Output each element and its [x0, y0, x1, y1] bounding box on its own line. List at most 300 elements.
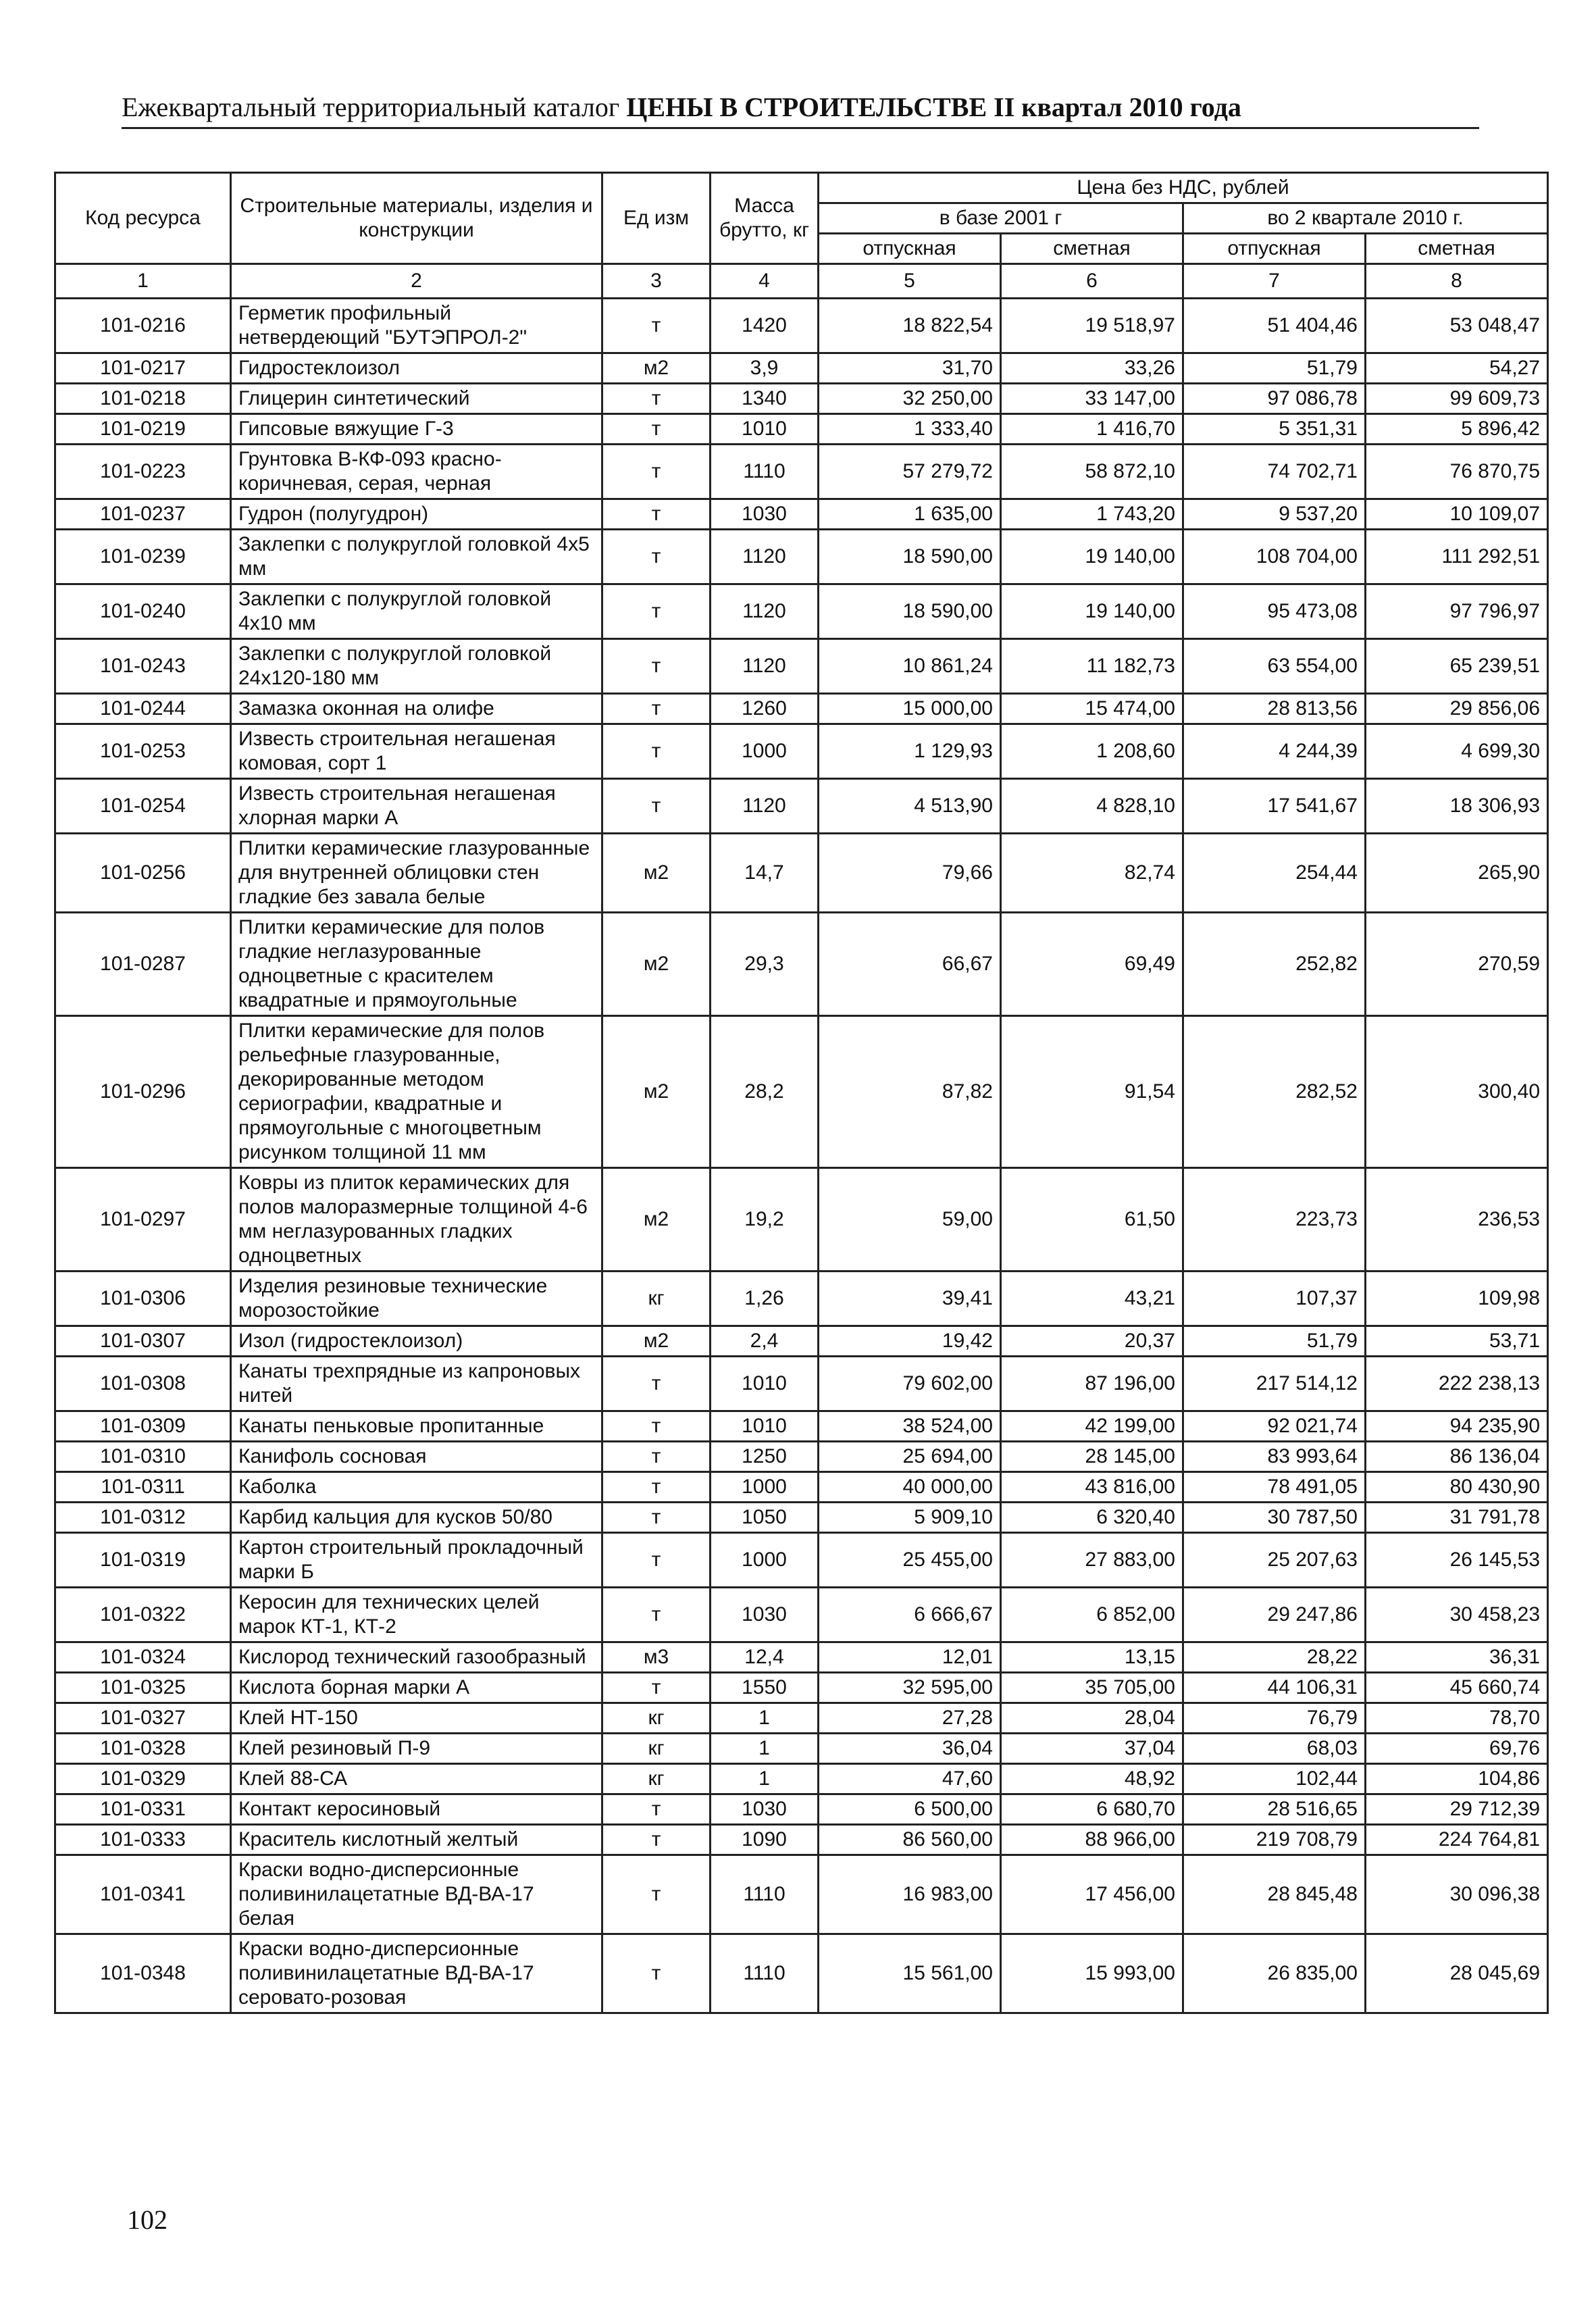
column-number: 6 — [1001, 264, 1183, 299]
table-row — [55, 353, 1548, 384]
gross-mass: 1 — [711, 1764, 819, 1794]
base-estimate-price: 28,04 — [1001, 1703, 1183, 1734]
gross-mass: 3,9 — [711, 353, 819, 384]
material-name: Керосин для технических целей марок КТ-1, КТ-2 — [231, 1588, 602, 1642]
base-estimate-price: 19 140,00 — [1001, 530, 1183, 584]
table-row — [55, 414, 1548, 445]
resource-code: 101-0287 — [55, 913, 231, 1016]
current-release-price: 25 207,63 — [1183, 1533, 1366, 1588]
current-release-price: 44 106,31 — [1183, 1673, 1366, 1703]
resource-code: 101-0348 — [55, 1934, 231, 2013]
material-name: Канаты пеньковые пропитанные — [231, 1411, 602, 1442]
col-header-current-estimate: сметная — [1366, 234, 1548, 264]
base-release-price: 6 666,67 — [819, 1588, 1001, 1642]
base-estimate-price: 91,54 — [1001, 1016, 1183, 1168]
current-estimate-price: 53,71 — [1366, 1326, 1548, 1357]
table-row — [55, 1357, 1548, 1411]
unit: т — [602, 1411, 711, 1442]
page-number: 102 — [127, 2205, 168, 2235]
base-estimate-price: 20,37 — [1001, 1326, 1183, 1357]
base-release-price: 86 560,00 — [819, 1825, 1001, 1855]
gross-mass: 1110 — [711, 445, 819, 499]
table-row — [55, 499, 1548, 530]
current-estimate-price: 76 870,75 — [1366, 445, 1548, 499]
unit: т — [602, 639, 711, 694]
unit: м2 — [602, 1016, 711, 1168]
resource-code: 101-0223 — [55, 445, 231, 499]
material-name: Глицерин синтетический — [231, 384, 602, 414]
column-number: 4 — [711, 264, 819, 299]
resource-code: 101-0237 — [55, 499, 231, 530]
current-estimate-price: 65 239,51 — [1366, 639, 1548, 694]
resource-code: 101-0217 — [55, 353, 231, 384]
base-estimate-price: 43,21 — [1001, 1272, 1183, 1326]
resource-code: 101-0312 — [55, 1503, 231, 1533]
column-number-row — [55, 264, 1548, 299]
base-release-price: 66,67 — [819, 913, 1001, 1016]
table-row — [55, 1533, 1548, 1588]
material-name: Кислород технический газообразный — [231, 1642, 602, 1673]
base-estimate-price: 19 518,97 — [1001, 299, 1183, 353]
unit: т — [602, 1825, 711, 1855]
col-header-price: Цена без НДС, рублей — [819, 173, 1548, 203]
unit: кг — [602, 1703, 711, 1734]
material-name: Картон строительный прокладочный марки Б — [231, 1533, 602, 1588]
resource-code: 101-0324 — [55, 1642, 231, 1673]
base-release-price: 79,66 — [819, 834, 1001, 913]
base-release-price: 18 590,00 — [819, 530, 1001, 584]
resource-code: 101-0240 — [55, 584, 231, 639]
current-release-price: 78 491,05 — [1183, 1472, 1366, 1503]
unit: кг — [602, 1734, 711, 1764]
resource-code: 101-0311 — [55, 1472, 231, 1503]
gross-mass: 1030 — [711, 499, 819, 530]
current-estimate-price: 53 048,47 — [1366, 299, 1548, 353]
current-release-price: 223,73 — [1183, 1168, 1366, 1272]
material-name: Плитки керамические глазурованные для внутренней облицовки стен гладкие без завала белые — [231, 834, 602, 913]
current-release-price: 51,79 — [1183, 353, 1366, 384]
resource-code: 101-0297 — [55, 1168, 231, 1272]
base-estimate-price: 69,49 — [1001, 913, 1183, 1016]
base-release-price: 27,28 — [819, 1703, 1001, 1734]
base-release-price: 25 694,00 — [819, 1442, 1001, 1472]
current-estimate-price: 4 699,30 — [1366, 724, 1548, 779]
current-release-price: 107,37 — [1183, 1272, 1366, 1326]
unit: м3 — [602, 1642, 711, 1673]
table-body — [55, 299, 1548, 2013]
table-row — [55, 724, 1548, 779]
material-name: Гипсовые вяжущие Г-3 — [231, 414, 602, 445]
resource-code: 101-0319 — [55, 1533, 231, 1588]
resource-code: 101-0254 — [55, 779, 231, 834]
gross-mass: 1090 — [711, 1825, 819, 1855]
table-row — [55, 1673, 1548, 1703]
base-estimate-price: 1 208,60 — [1001, 724, 1183, 779]
current-estimate-price: 111 292,51 — [1366, 530, 1548, 584]
current-release-price: 51,79 — [1183, 1326, 1366, 1357]
unit: т — [602, 779, 711, 834]
base-estimate-price: 28 145,00 — [1001, 1442, 1183, 1472]
base-release-price: 59,00 — [819, 1168, 1001, 1272]
unit: т — [602, 1357, 711, 1411]
gross-mass: 1000 — [711, 724, 819, 779]
gross-mass: 1120 — [711, 530, 819, 584]
col-header-base: в базе 2001 г — [819, 203, 1183, 234]
current-estimate-price: 300,40 — [1366, 1016, 1548, 1168]
page-header — [122, 91, 1479, 129]
base-estimate-price: 4 828,10 — [1001, 779, 1183, 834]
col-header-base-estimate: сметная — [1001, 234, 1183, 264]
table-row — [55, 1503, 1548, 1533]
gross-mass: 1120 — [711, 584, 819, 639]
base-estimate-price: 1 743,20 — [1001, 499, 1183, 530]
gross-mass: 1250 — [711, 1442, 819, 1472]
base-release-price: 1 333,40 — [819, 414, 1001, 445]
base-estimate-price: 37,04 — [1001, 1734, 1183, 1764]
gross-mass: 1030 — [711, 1794, 819, 1825]
gross-mass: 1010 — [711, 1411, 819, 1442]
resource-code: 101-0328 — [55, 1734, 231, 1764]
current-estimate-price: 69,76 — [1366, 1734, 1548, 1764]
current-release-price: 252,82 — [1183, 913, 1366, 1016]
material-name: Плитки керамические для полов рельефные глазурованные, декорированные методом сериографии, квадратные и прямоугольные с многоцветным рисунком толщиной 11 мм — [231, 1016, 602, 1168]
base-estimate-price: 61,50 — [1001, 1168, 1183, 1272]
gross-mass: 2,4 — [711, 1326, 819, 1357]
current-release-price: 282,52 — [1183, 1016, 1366, 1168]
table-row — [55, 834, 1548, 913]
gross-mass: 1110 — [711, 1855, 819, 1934]
current-estimate-price: 270,59 — [1366, 913, 1548, 1016]
current-release-price: 30 787,50 — [1183, 1503, 1366, 1533]
resource-code: 101-0239 — [55, 530, 231, 584]
base-release-price: 31,70 — [819, 353, 1001, 384]
current-release-price: 76,79 — [1183, 1703, 1366, 1734]
base-estimate-price: 87 196,00 — [1001, 1357, 1183, 1411]
current-release-price: 4 244,39 — [1183, 724, 1366, 779]
base-release-price: 47,60 — [819, 1764, 1001, 1794]
table-row — [55, 445, 1548, 499]
current-estimate-price: 31 791,78 — [1366, 1503, 1548, 1533]
material-name: Известь строительная негашеная комовая, сорт 1 — [231, 724, 602, 779]
column-number: 8 — [1366, 264, 1548, 299]
column-number: 2 — [231, 264, 602, 299]
current-release-price: 28,22 — [1183, 1642, 1366, 1673]
material-name: Замазка оконная на олифе — [231, 694, 602, 724]
table-row — [55, 639, 1548, 694]
column-number: 5 — [819, 264, 1001, 299]
current-release-price: 92 021,74 — [1183, 1411, 1366, 1442]
table-row — [55, 1411, 1548, 1442]
table-row — [55, 1825, 1548, 1855]
material-name: Плитки керамические для полов гладкие неглазурованные одноцветные с красителем квадратные и прямоугольные — [231, 913, 602, 1016]
base-release-price: 4 513,90 — [819, 779, 1001, 834]
gross-mass: 1550 — [711, 1673, 819, 1703]
resource-code: 101-0329 — [55, 1764, 231, 1794]
unit: т — [602, 414, 711, 445]
table-header — [55, 173, 1548, 299]
material-name: Изол (гидростеклоизол) — [231, 1326, 602, 1357]
current-estimate-price: 265,90 — [1366, 834, 1548, 913]
base-estimate-price: 42 199,00 — [1001, 1411, 1183, 1442]
gross-mass: 1420 — [711, 299, 819, 353]
resource-code: 101-0325 — [55, 1673, 231, 1703]
base-release-price: 10 861,24 — [819, 639, 1001, 694]
col-header-base-release: отпускная — [819, 234, 1001, 264]
base-estimate-price: 43 816,00 — [1001, 1472, 1183, 1503]
table-row — [55, 1016, 1548, 1168]
base-estimate-price: 11 182,73 — [1001, 639, 1183, 694]
column-number: 3 — [602, 264, 711, 299]
unit: кг — [602, 1764, 711, 1794]
resource-code: 101-0322 — [55, 1588, 231, 1642]
table-row — [55, 1703, 1548, 1734]
unit: т — [602, 1855, 711, 1934]
resource-code: 101-0327 — [55, 1703, 231, 1734]
current-estimate-price: 236,53 — [1366, 1168, 1548, 1272]
current-estimate-price: 29 856,06 — [1366, 694, 1548, 724]
resource-code: 101-0308 — [55, 1357, 231, 1411]
base-release-price: 15 000,00 — [819, 694, 1001, 724]
catalog-prefix: Ежеквартальный территориальный каталог — [122, 92, 620, 122]
table-row — [55, 1642, 1548, 1673]
base-estimate-price: 6 320,40 — [1001, 1503, 1183, 1533]
material-name: Контакт керосиновый — [231, 1794, 602, 1825]
unit: т — [602, 1673, 711, 1703]
unit: т — [602, 724, 711, 779]
price-table — [54, 172, 1549, 2014]
current-estimate-price: 86 136,04 — [1366, 1442, 1548, 1472]
unit: т — [602, 1794, 711, 1825]
unit: т — [602, 1533, 711, 1588]
col-header-name: Строительные материалы, изделия и конструкции — [231, 173, 602, 264]
resource-code: 101-0253 — [55, 724, 231, 779]
table-row — [55, 1472, 1548, 1503]
current-estimate-price: 99 609,73 — [1366, 384, 1548, 414]
table-row — [55, 1934, 1548, 2013]
current-estimate-price: 10 109,07 — [1366, 499, 1548, 530]
base-release-price: 57 279,72 — [819, 445, 1001, 499]
base-estimate-price: 35 705,00 — [1001, 1673, 1183, 1703]
material-name: Заклепки с полукруглой головкой 24х120-180 мм — [231, 639, 602, 694]
unit: м2 — [602, 1326, 711, 1357]
current-estimate-price: 36,31 — [1366, 1642, 1548, 1673]
current-release-price: 217 514,12 — [1183, 1357, 1366, 1411]
current-estimate-price: 30 096,38 — [1366, 1855, 1548, 1934]
base-estimate-price: 88 966,00 — [1001, 1825, 1183, 1855]
resource-code: 101-0256 — [55, 834, 231, 913]
unit: м2 — [602, 834, 711, 913]
base-release-price: 40 000,00 — [819, 1472, 1001, 1503]
table-row — [55, 1272, 1548, 1326]
resource-code: 101-0306 — [55, 1272, 231, 1326]
base-estimate-price: 82,74 — [1001, 834, 1183, 913]
base-estimate-price: 1 416,70 — [1001, 414, 1183, 445]
unit: м2 — [602, 1168, 711, 1272]
table-row — [55, 1588, 1548, 1642]
resource-code: 101-0216 — [55, 299, 231, 353]
unit: т — [602, 694, 711, 724]
table-row — [55, 1734, 1548, 1764]
unit: т — [602, 299, 711, 353]
base-estimate-price: 33 147,00 — [1001, 384, 1183, 414]
current-release-price: 83 993,64 — [1183, 1442, 1366, 1472]
material-name: Краски водно-дисперсионные поливинилацетатные ВД-ВА-17 белая — [231, 1855, 602, 1934]
base-release-price: 18 822,54 — [819, 299, 1001, 353]
column-number: 7 — [1183, 264, 1366, 299]
unit: м2 — [602, 913, 711, 1016]
material-name: Краски водно-дисперсионные поливинилацетатные ВД-ВА-17 серовато-розовая — [231, 1934, 602, 2013]
current-release-price: 26 835,00 — [1183, 1934, 1366, 2013]
current-release-price: 51 404,46 — [1183, 299, 1366, 353]
current-estimate-price: 5 896,42 — [1366, 414, 1548, 445]
table-row — [55, 1855, 1548, 1934]
material-name: Герметик профильный нетвердеющий "БУТЭПРОЛ-2" — [231, 299, 602, 353]
base-release-price: 19,42 — [819, 1326, 1001, 1357]
unit: т — [602, 1442, 711, 1472]
material-name: Канаты трехпрядные из капроновых нитей — [231, 1357, 602, 1411]
unit: т — [602, 584, 711, 639]
current-estimate-price: 30 458,23 — [1366, 1588, 1548, 1642]
resource-code: 101-0309 — [55, 1411, 231, 1442]
resource-code: 101-0341 — [55, 1855, 231, 1934]
unit: т — [602, 499, 711, 530]
resource-code: 101-0310 — [55, 1442, 231, 1472]
current-release-price: 9 537,20 — [1183, 499, 1366, 530]
unit: т — [602, 1934, 711, 2013]
material-name: Ковры из плиток керамических для полов малоразмерные толщиной 4-6 мм неглазурованных гладких одноцветных — [231, 1168, 602, 1272]
unit: т — [602, 384, 711, 414]
base-release-price: 15 561,00 — [819, 1934, 1001, 2013]
base-estimate-price: 15 993,00 — [1001, 1934, 1183, 2013]
gross-mass: 1,26 — [711, 1272, 819, 1326]
gross-mass: 1000 — [711, 1533, 819, 1588]
table-row — [55, 694, 1548, 724]
catalog-title: ЦЕНЫ В СТРОИТЕЛЬСТВЕ II квартал 2010 года — [626, 92, 1241, 122]
gross-mass: 1010 — [711, 1357, 819, 1411]
unit: кг — [602, 1272, 711, 1326]
current-estimate-price: 78,70 — [1366, 1703, 1548, 1734]
current-estimate-price: 97 796,97 — [1366, 584, 1548, 639]
unit: т — [602, 1588, 711, 1642]
base-estimate-price: 6 852,00 — [1001, 1588, 1183, 1642]
current-release-price: 108 704,00 — [1183, 530, 1366, 584]
base-release-price: 16 983,00 — [819, 1855, 1001, 1934]
resource-code: 101-0331 — [55, 1794, 231, 1825]
gross-mass: 19,2 — [711, 1168, 819, 1272]
table-row — [55, 1168, 1548, 1272]
current-estimate-price: 109,98 — [1366, 1272, 1548, 1326]
gross-mass: 28,2 — [711, 1016, 819, 1168]
base-release-price: 79 602,00 — [819, 1357, 1001, 1411]
table-row — [55, 584, 1548, 639]
material-name: Клей НТ-150 — [231, 1703, 602, 1734]
gross-mass: 1260 — [711, 694, 819, 724]
base-release-price: 32 250,00 — [819, 384, 1001, 414]
base-release-price: 1 635,00 — [819, 499, 1001, 530]
material-name: Грунтовка В-КФ-093 красно-коричневая, серая, черная — [231, 445, 602, 499]
current-release-price: 97 086,78 — [1183, 384, 1366, 414]
table-row — [55, 384, 1548, 414]
table-row — [55, 779, 1548, 834]
gross-mass: 1340 — [711, 384, 819, 414]
current-estimate-price: 80 430,90 — [1366, 1472, 1548, 1503]
base-release-price: 18 590,00 — [819, 584, 1001, 639]
current-release-price: 63 554,00 — [1183, 639, 1366, 694]
gross-mass: 12,4 — [711, 1642, 819, 1673]
base-estimate-price: 27 883,00 — [1001, 1533, 1183, 1588]
base-estimate-price: 19 140,00 — [1001, 584, 1183, 639]
resource-code: 101-0218 — [55, 384, 231, 414]
current-release-price: 28 813,56 — [1183, 694, 1366, 724]
current-estimate-price: 222 238,13 — [1366, 1357, 1548, 1411]
current-estimate-price: 28 045,69 — [1366, 1934, 1548, 2013]
table-row — [55, 1326, 1548, 1357]
base-release-price: 6 500,00 — [819, 1794, 1001, 1825]
table-row — [55, 1764, 1548, 1794]
current-release-price: 17 541,67 — [1183, 779, 1366, 834]
col-header-mass: Масса брутто, кг — [711, 173, 819, 264]
material-name: Известь строительная негашеная хлорная марки А — [231, 779, 602, 834]
gross-mass: 1120 — [711, 639, 819, 694]
current-release-price: 219 708,79 — [1183, 1825, 1366, 1855]
material-name: Каболка — [231, 1472, 602, 1503]
current-estimate-price: 18 306,93 — [1366, 779, 1548, 834]
col-header-unit: Ед изм — [602, 173, 711, 264]
resource-code: 101-0244 — [55, 694, 231, 724]
base-estimate-price: 58 872,10 — [1001, 445, 1183, 499]
current-release-price: 68,03 — [1183, 1734, 1366, 1764]
table-row — [55, 1442, 1548, 1472]
base-estimate-price: 13,15 — [1001, 1642, 1183, 1673]
column-number: 1 — [55, 264, 231, 299]
unit: м2 — [602, 353, 711, 384]
resource-code: 101-0296 — [55, 1016, 231, 1168]
unit: т — [602, 1472, 711, 1503]
table-row — [55, 530, 1548, 584]
current-release-price: 28 516,65 — [1183, 1794, 1366, 1825]
material-name: Изделия резиновые технические морозостойкие — [231, 1272, 602, 1326]
base-release-price: 32 595,00 — [819, 1673, 1001, 1703]
unit: т — [602, 530, 711, 584]
resource-code: 101-0243 — [55, 639, 231, 694]
col-header-current-release: отпускная — [1183, 234, 1366, 264]
material-name: Краситель кислотный желтый — [231, 1825, 602, 1855]
material-name: Заклепки с полукруглой головкой 4х10 мм — [231, 584, 602, 639]
gross-mass: 1030 — [711, 1588, 819, 1642]
current-estimate-price: 94 235,90 — [1366, 1411, 1548, 1442]
current-release-price: 29 247,86 — [1183, 1588, 1366, 1642]
gross-mass: 1 — [711, 1734, 819, 1764]
current-estimate-price: 45 660,74 — [1366, 1673, 1548, 1703]
base-estimate-price: 6 680,70 — [1001, 1794, 1183, 1825]
base-release-price: 12,01 — [819, 1642, 1001, 1673]
unit: т — [602, 445, 711, 499]
material-name: Кислота борная марки А — [231, 1673, 602, 1703]
col-header-code: Код ресурса — [55, 173, 231, 264]
base-estimate-price: 33,26 — [1001, 353, 1183, 384]
current-release-price: 102,44 — [1183, 1764, 1366, 1794]
gross-mass: 1010 — [711, 414, 819, 445]
material-name: Гудрон (полугудрон) — [231, 499, 602, 530]
base-release-price: 87,82 — [819, 1016, 1001, 1168]
material-name: Канифоль сосновая — [231, 1442, 602, 1472]
resource-code: 101-0333 — [55, 1825, 231, 1855]
resource-code: 101-0307 — [55, 1326, 231, 1357]
base-release-price: 38 524,00 — [819, 1411, 1001, 1442]
current-estimate-price: 54,27 — [1366, 353, 1548, 384]
current-estimate-price: 104,86 — [1366, 1764, 1548, 1794]
current-release-price: 28 845,48 — [1183, 1855, 1366, 1934]
